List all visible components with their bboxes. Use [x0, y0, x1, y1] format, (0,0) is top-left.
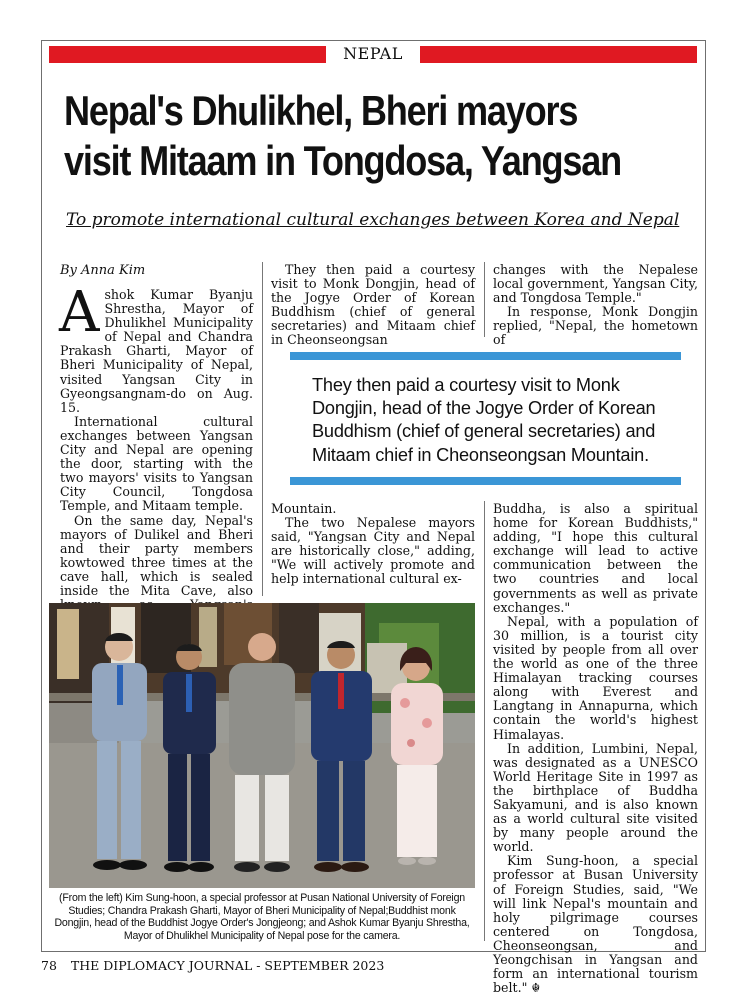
subheadline: To promote international cultural exchanges between Korea and Nepal	[66, 210, 680, 230]
publication-name: THE DIPLOMACY JOURNAL - SEPTEMBER 2023	[70, 958, 385, 973]
section-label: NEPAL	[343, 44, 403, 63]
article-paragraph: Buddha, is also a spiritual home for Korean Buddhists," adding, "I hope this cultural exchange will lead to active communication between the two countries and local governments as well as private exchanges."	[493, 501, 698, 615]
article-paragraph: Kim Sung-hoon, a special professor at Busan University of Foreign Studies, said, "We will link Nepal's mountain and holy pilgrimage courses centered on Tongdosa, Cheonseongsan, and Yeongchisan in Yangsan and form an international tourism belt." ☬	[493, 853, 698, 996]
headline	[64, 86, 622, 186]
headline-line-2: visit Mitaam in Tongdosa, Yangsan	[64, 137, 622, 184]
section-bar-left	[49, 46, 326, 63]
article-column-2-bottom	[271, 502, 475, 587]
article-column-3-top	[493, 263, 698, 348]
column-divider	[262, 262, 263, 596]
column-divider	[484, 501, 485, 941]
article-column-3-bottom	[493, 502, 698, 995]
article-paragraph: They then paid a courtesy visit to Monk Dongjin, head of the Jogye Order of Korean Buddhism (chief of general secretaries) and Mitaam chief in Cheonseongsan	[271, 262, 475, 348]
byline: By Anna Kim	[60, 263, 146, 278]
article-paragraph: Nepal, with a population of 30 million, is a tourist city visited by people from all over the world as one of the three Himalayan tracking courses along with Everest and Langtang in Annapurna, which contain the world's highest Himalayas.	[493, 613, 698, 742]
article-paragraph: Mountain.	[271, 501, 337, 516]
pull-quote: They then paid a courtesy visit to Monk Dongjin, head of the Jogye Order of Korean Buddhism (chief of general secretaries) and Mitaam chief in Cheonseongsan Mountain.	[312, 375, 656, 465]
article-column-1	[59, 280, 253, 640]
article-column-2-top	[271, 263, 475, 348]
pull-quote-rule-top	[290, 352, 681, 360]
drop-cap: A	[59, 280, 100, 345]
section-bar-right	[420, 46, 697, 63]
group-photo	[49, 603, 475, 888]
article-paragraph: changes with the Nepalese local government, Yangsan City, and Tongdosa Temple."	[493, 262, 698, 306]
end-mark-icon: ☬	[531, 980, 541, 996]
headline-line-1: Nepal's Dhulikhel, Bheri mayors	[64, 87, 578, 134]
article-paragraph: In addition, Lumbini, Nepal, was designated as a UNESCO World Heritage Site in 1997 as the birthplace of Buddha Sakyamuni, and is also known as a world cultural site visited by many people around the world.	[493, 740, 698, 855]
page-footer	[41, 958, 384, 973]
pull-quote-rule-bottom	[290, 477, 681, 485]
column-divider	[484, 262, 485, 337]
article-paragraph: On the same day, Nepal's mayors of Dulikel and Bheri and their party members kowtowed three times at the cave hall, which is sealed inside the Mita Cave, also	[60, 512, 253, 598]
photo-caption: (From the left) Kim Sung-hoon, a special professor at Pusan National University of Foreign Studies; Chandra Prakash Gharti, Mayor of Bheri Municipality of Nepal;Buddhist monk Dongjin, head of the Buddhist Jogye Order's Jongjeong; and Ashok Kumar Byanju Shrestha, Mayor of Dhulikhel Municipality of Nepal pose for the camera.	[54, 892, 470, 942]
page-number: 78	[41, 958, 57, 973]
article-paragraph: The two Nepalese mayors said, "Yangsan City and Nepal are historically close," adding, "We will actively promote and help international cultural ex-	[271, 515, 475, 587]
article-paragraph: In response, Monk Dongjin replied, "Nepal, the hometown of	[493, 304, 698, 348]
article-paragraph: International cultural exchanges between Yangsan City and Nepal are opening the door, starting with the two mayors' visits to Yangsan City Council, Tongdosa Temple, and Mitaam temple.	[60, 413, 253, 514]
article-paragraph: Ashok Kumar Byanju Shrestha, Mayor of Dhulikhel Municipality of Nepal and Chandra Prakash Gharti, Mayor of Bheri Municipality of Nepal, visited Yangsan City in Gyeongsangnam-do on Aug. 15.	[59, 280, 253, 415]
group-photo-illustration	[49, 603, 475, 888]
